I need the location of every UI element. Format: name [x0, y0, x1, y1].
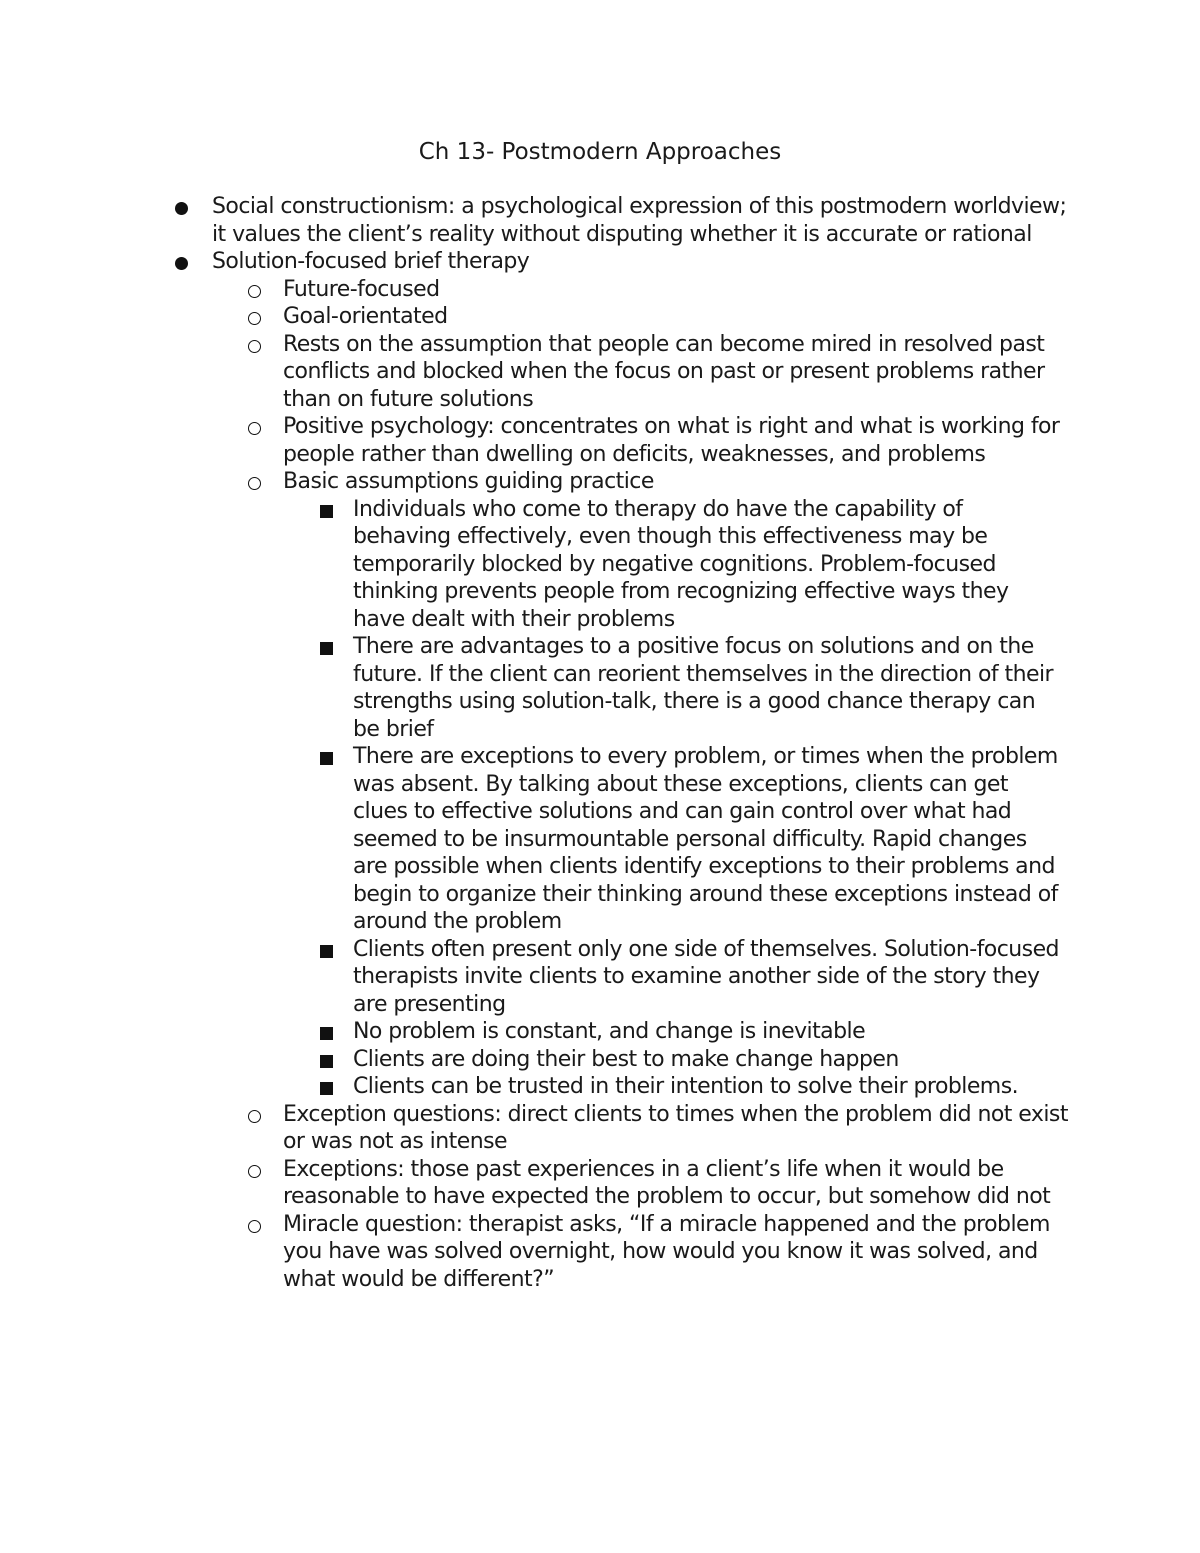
hollow-circle-bullet-icon — [248, 340, 261, 353]
list-item — [353, 633, 1065, 743]
list-item-text: Social constructionism: a psychological expression of this postmodern worldview; it values the client’s reality without disputing whether it is accurate or rational — [212, 194, 1067, 247]
filled-square-bullet-icon — [320, 945, 333, 958]
page-title: Ch 13- Postmodern Approaches — [418, 139, 782, 165]
list-item-text: Rests on the assumption that people can become mired in resolved past conflicts and blocked when the focus on past or present problems rather than on future solutions — [283, 331, 1045, 412]
filled-square-bullet-icon — [320, 752, 333, 765]
list-item — [283, 303, 1073, 331]
hollow-circle-bullet-icon — [248, 422, 261, 435]
hollow-circle-bullet-icon — [248, 1220, 261, 1233]
list-item-text: Solution-focused brief therapy — [212, 249, 530, 274]
list-item-text: Future-focused — [283, 276, 440, 302]
filled-square-bullet-icon — [320, 1082, 333, 1095]
list-item — [353, 743, 1065, 936]
list-item — [283, 331, 1073, 414]
list-item — [283, 276, 1073, 304]
list-item — [353, 496, 1065, 634]
list-item-text: There are exceptions to every problem, or times when the problem was absent. By talking about these exceptions, clients can get clues to effective solutions and can gain control over what had seemed to be insurmountable personal difficulty. Rapid changes are possible when clients identify exceptions to their problems and begin to organize their thinking around these exceptions instead of around the problem — [353, 744, 1058, 934]
filled-square-bullet-icon — [320, 505, 333, 518]
list-item-text: Exceptions: those past experiences in a client’s life when it would be reasonable to have expected the problem to occur, but somehow did not — [283, 1156, 1051, 1209]
list-item-text: Basic assumptions guiding practice — [283, 469, 654, 494]
list-item-text: Clients often present only one side of themselves. Solution-focused therapists invite clients to examine another side of the story they are presenting — [353, 936, 1059, 1017]
list-item — [283, 1211, 1073, 1294]
filled-circle-bullet-icon — [175, 257, 188, 270]
list-item — [212, 193, 1072, 248]
hollow-circle-bullet-icon — [248, 285, 261, 298]
hollow-circle-bullet-icon — [248, 1110, 261, 1123]
hollow-circle-bullet-icon — [248, 1165, 261, 1178]
list-item-text: Individuals who come to therapy do have the capability of behaving effectively, even though this effectiveness may be temporarily blocked by negative cognitions. Problem-focused thinking prevents people from recognizing effective ways they have dealt with their problems — [353, 496, 1009, 632]
filled-circle-bullet-icon — [175, 202, 188, 215]
filled-square-bullet-icon — [320, 642, 333, 655]
list-item — [353, 1046, 1065, 1074]
outline-list — [0, 193, 1200, 1293]
list-item-text: Positive psychology: concentrates on what is right and what is working for people rather than dwelling on deficits, weaknesses, and problems — [283, 414, 1060, 467]
list-item-text: Clients can be trusted in their intention to solve their problems. — [353, 1074, 1019, 1099]
list-item-text: No problem is constant, and change is inevitable — [353, 1019, 866, 1044]
hollow-circle-bullet-icon — [248, 312, 261, 325]
list-item — [283, 413, 1073, 468]
filled-square-bullet-icon — [320, 1055, 333, 1068]
list-item-text: Clients are doing their best to make change happen — [353, 1046, 899, 1072]
list-item — [283, 1156, 1073, 1211]
filled-square-bullet-icon — [320, 1027, 333, 1040]
list-item — [353, 936, 1065, 1019]
list-item — [283, 1101, 1073, 1156]
list-item-text: Exception questions: direct clients to times when the problem did not exist or was not as intense — [283, 1101, 1068, 1154]
list-item — [353, 1073, 1065, 1101]
list-item-text: There are advantages to a positive focus on solutions and on the future. If the client can reorient themselves in the direction of their strengths using solution-talk, there is a good chance therapy can be brief — [353, 634, 1054, 742]
hollow-circle-bullet-icon — [248, 477, 261, 490]
list-item — [283, 468, 1073, 496]
list-item — [212, 248, 1072, 276]
list-item-text: Goal-orientated — [283, 304, 448, 329]
list-item — [353, 1018, 1065, 1046]
list-item-text: Miracle question: therapist asks, “If a miracle happened and the problem you have was solved overnight, how would you know it was solved, and what would be different?” — [283, 1211, 1050, 1292]
